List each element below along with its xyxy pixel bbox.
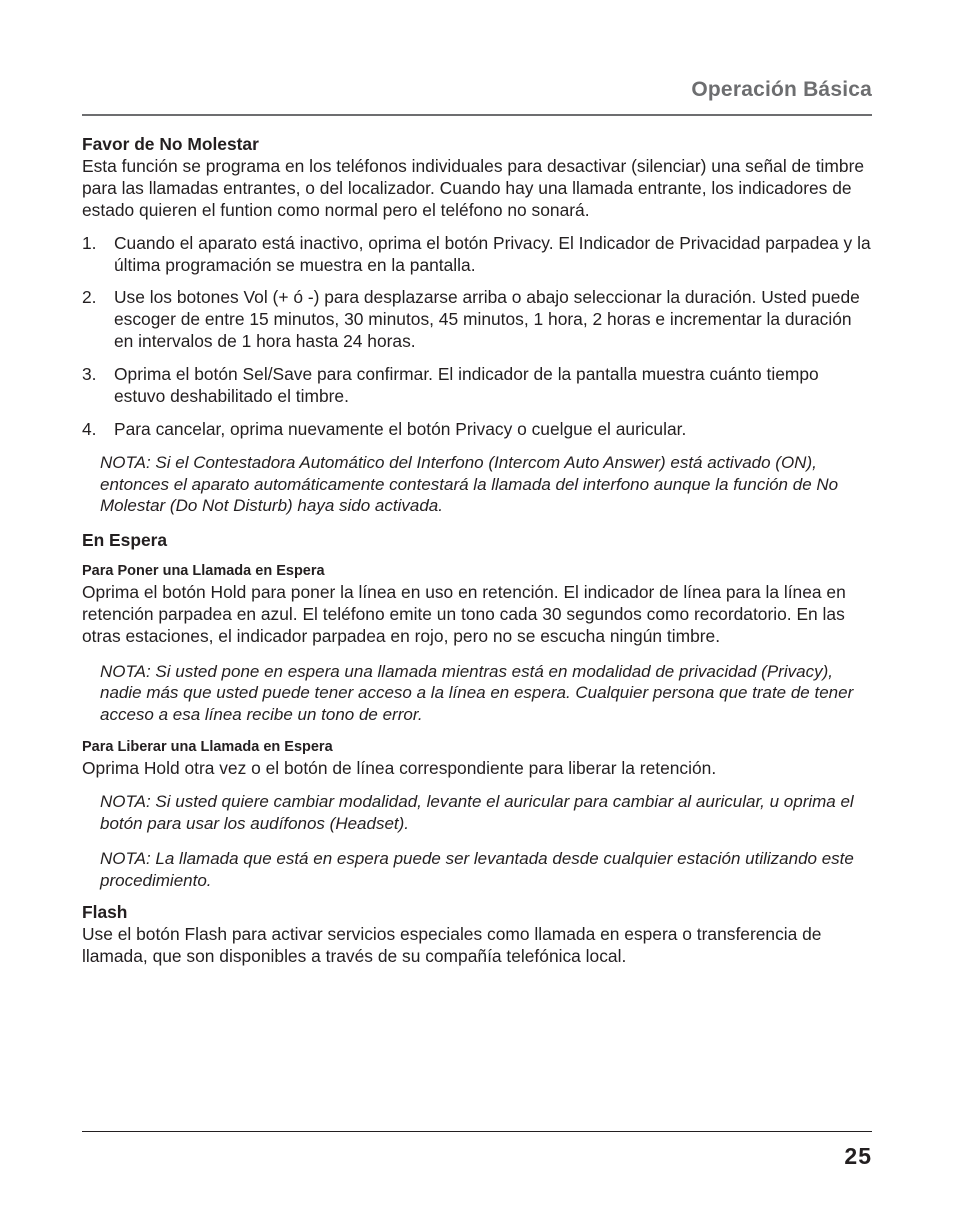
dnd-step-1 (82, 232, 874, 276)
step-text: Oprima el botón Sel/Save para confirmar. El indicador de la pantalla muestra cuánto tiempo estuvo deshabilitado el timbre. (114, 364, 819, 406)
step-text: Use los botones Vol (+ ó -) para desplazarse arriba o abajo seleccionar la duración. Usted puede escoger de entre 15 minutos, 30 minutos, 45 minutos, 1 hora, 2 horas e incrementar la duración en intervalos de 1 hora hasta 24 horas. (114, 287, 860, 351)
hold-put-text: Oprima el botón Hold para poner la línea en uso en retención. El indicador de línea para la línea en retención parpadea en azul. El teléfono emite un tono cada 30 segundos como recordatorio. En las otras estaciones, el indicador parpadea en rojo, pero no se escucha ningún timbre. (82, 581, 846, 646)
step-number: 4. (82, 419, 97, 439)
step-number: 2. (82, 287, 97, 307)
dnd-step-2 (82, 286, 874, 352)
step-number: 3. (82, 364, 97, 384)
dnd-step-4 (82, 418, 874, 440)
dnd-step-3 (82, 363, 874, 407)
header-rule (82, 114, 872, 116)
dnd-steps-list (82, 232, 874, 440)
section-title: Operación Básica (691, 78, 872, 101)
hold-release-note-2: NOTA: La llamada que está en espera puede ser levantada desde cualquier estación utilizando este procedimiento. (100, 849, 854, 890)
dnd-heading: Favor de No Molestar (82, 134, 259, 154)
hold-release-note-1: NOTA: Si usted quiere cambiar modalidad, levante el auricular para cambiar al auricular, u oprima el botón para usar los audífonos (Headset). (100, 792, 854, 833)
hold-release-heading: Para Liberar una Llamada en Espera (82, 739, 333, 755)
dnd-note: NOTA: Si el Contestadora Automático del Interfono (Intercom Auto Answer) está activado (ON), entonces el aparato automáticamente contestará la llamada del interfono aunque la función de No Molestar (Do Not Disturb) haya sido activada. (100, 453, 839, 515)
hold-put-note: NOTA: Si usted pone en espera una llamada mientras está en modalidad de privacidad (Privacy), nadie más que usted puede tener acceso a la línea en espera. Cualquier persona que trate de tener acceso a esa línea recibe un tono de error. (100, 661, 854, 724)
page-content (82, 133, 874, 967)
hold-release-text: Oprima Hold otra vez o el botón de línea correspondiente para liberar la retención. (82, 758, 717, 778)
step-number: 1. (82, 233, 97, 253)
hold-heading: En Espera (82, 529, 168, 550)
step-text: Cuando el aparato está inactivo, oprima el botón Privacy. El Indicador de Privacidad parpadea y la última programación se muestra en la pantalla. (114, 233, 871, 275)
footer-rule (82, 1131, 872, 1132)
dnd-intro: Esta función se programa en los teléfonos individuales para desactivar (silenciar) una señal de timbre para las llamadas entrantes, o del localizador. Cuando hay una llamada entrante, los indicadores de estado quieren el funtion como normal pero el teléfono no sonará. (82, 156, 865, 220)
hold-put-heading: Para Poner una Llamada en Espera (82, 562, 325, 579)
flash-heading: Flash (82, 902, 128, 922)
flash-text: Use el botón Flash para activar servicios especiales como llamada en espera o transferencia de llamada, que son disponibles a través de su compañía telefónica local. (82, 924, 822, 966)
page-number: 25 (844, 1143, 872, 1169)
step-text: Para cancelar, oprima nuevamente el botón Privacy o cuelgue el auricular. (114, 419, 687, 439)
